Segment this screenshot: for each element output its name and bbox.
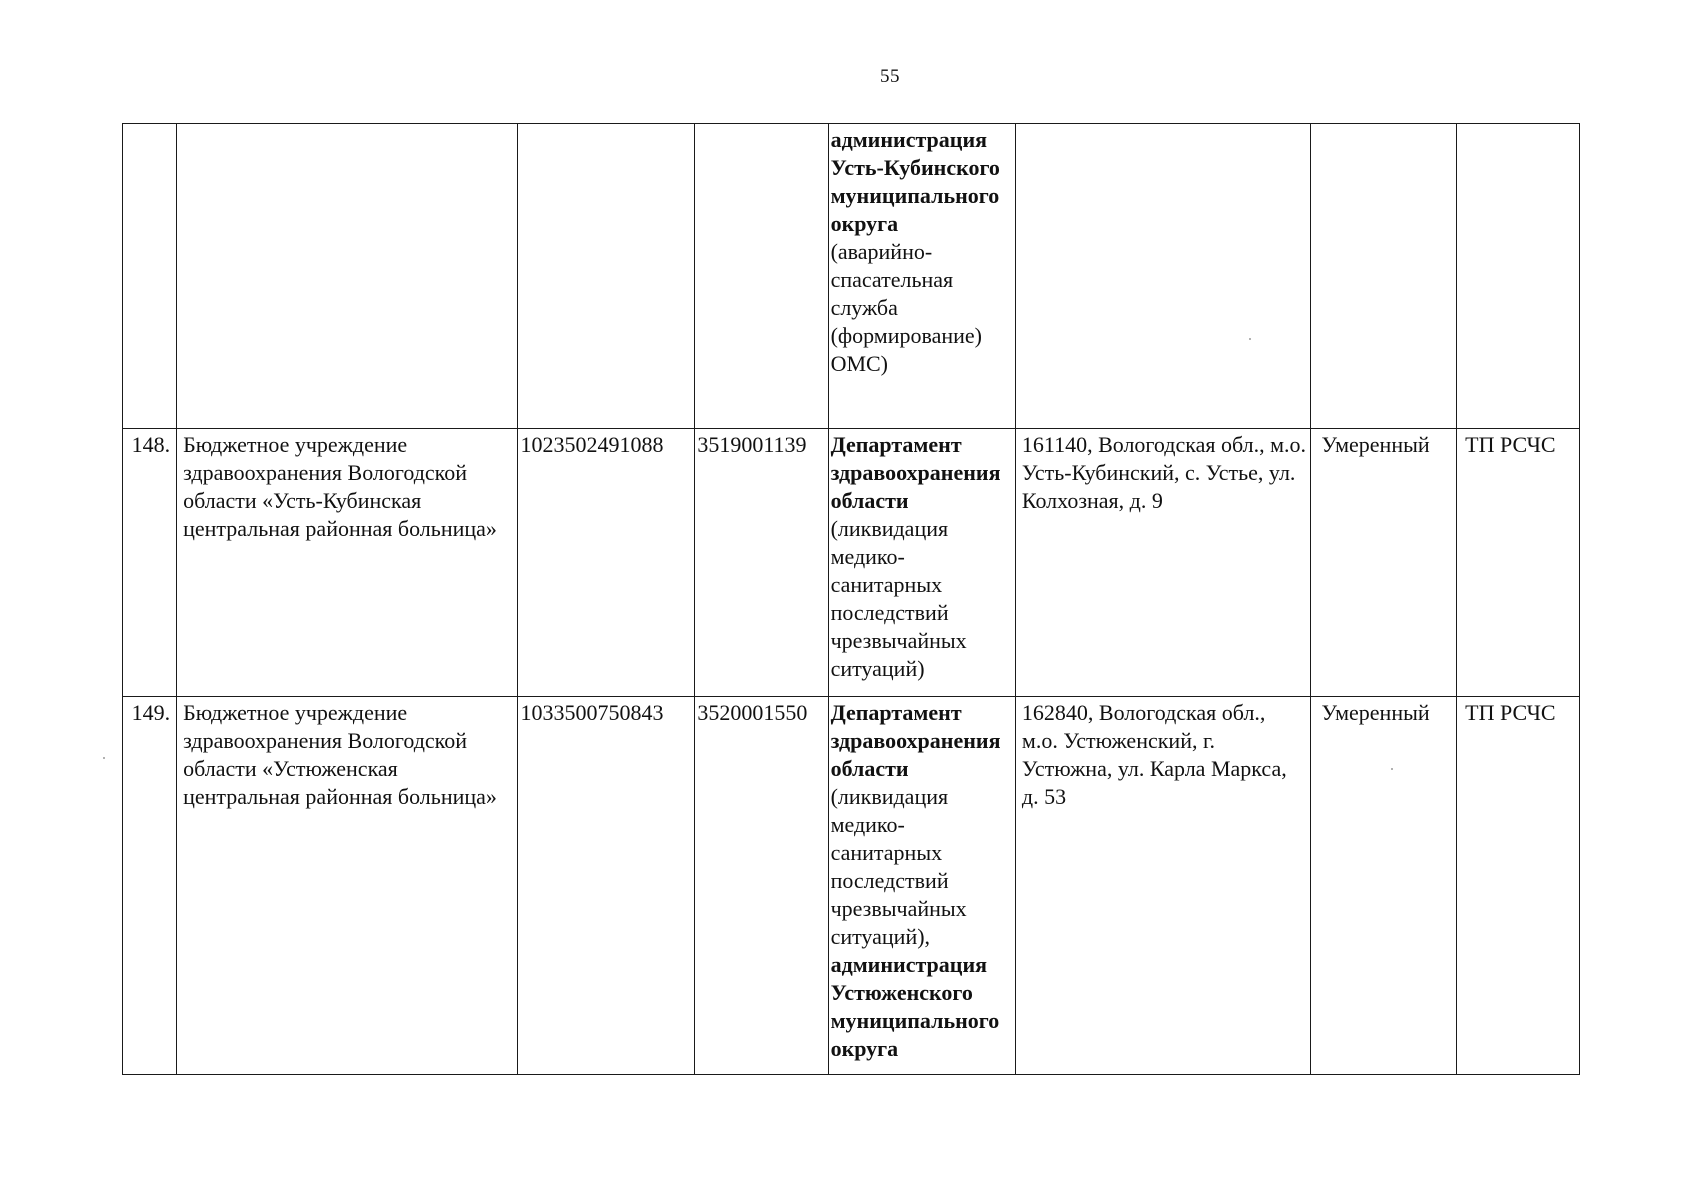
cell-risk: Умеренный — [1311, 697, 1457, 1075]
table-row-continuation — [123, 124, 1580, 429]
authority-bold-text: Департамент здравоохранения области — [830, 700, 1001, 781]
cell-inn: 3519001139 — [695, 429, 828, 697]
authority-bold-text: администрация Усть-Кубинского муниципального округа — [830, 127, 1000, 236]
authority-bold-text-2: администрация Устюженского муниципального округа — [830, 952, 1000, 1061]
cell-ogrn — [518, 124, 695, 429]
scan-speck — [1391, 768, 1393, 770]
cell-name: Бюджетное учреждение здравоохранения Вологодской области «Устюженская центральная районная больница» — [177, 697, 518, 1075]
cell-address — [1015, 124, 1311, 429]
authority-note-text: (ликвидация медико-санитарных последствий чрезвычайных ситуаций), — [830, 784, 967, 949]
registry-table — [122, 123, 1580, 1075]
cell-name — [177, 124, 518, 429]
cell-system: ТП РСЧС — [1457, 429, 1580, 697]
cell-inn — [695, 124, 828, 429]
authority-note-text: (ликвидация медико-санитарных последствий чрезвычайных ситуаций) — [830, 516, 967, 681]
cell-ogrn: 1023502491088 — [518, 429, 695, 697]
cell-system: ТП РСЧС — [1457, 697, 1580, 1075]
scan-speck — [1249, 338, 1251, 340]
scan-speck — [103, 757, 105, 759]
cell-name: Бюджетное учреждение здравоохранения Вологодской области «Усть-Кубинская центральная районная больница» — [177, 429, 518, 697]
authority-note-text: (аварийно-спасательная служба (формирование) ОМС) — [830, 239, 983, 376]
cell-ogrn: 1033500750843 — [518, 697, 695, 1075]
table-row — [123, 697, 1580, 1075]
cell-inn: 3520001550 — [695, 697, 828, 1075]
cell-authority — [828, 697, 1015, 1075]
cell-risk: Умеренный — [1311, 429, 1457, 697]
cell-authority — [828, 429, 1015, 697]
page-number: 55 — [880, 66, 900, 87]
cell-number: 148. — [123, 429, 177, 697]
table-row — [123, 429, 1580, 697]
cell-system — [1457, 124, 1580, 429]
cell-number — [123, 124, 177, 429]
cell-risk — [1311, 124, 1457, 429]
cell-number: 149. — [123, 697, 177, 1075]
authority-bold-text: Департамент здравоохранения области — [830, 432, 1001, 513]
cell-address: 161140, Вологодская обл., м.о. Усть-Кубинский, с. Устье, ул. Колхозная, д. 9 — [1015, 429, 1311, 697]
cell-address: 162840, Вологодская обл., м.о. Устюженский, г. Устюжна, ул. Карла Маркса, д. 53 — [1015, 697, 1311, 1075]
cell-authority — [828, 124, 1015, 429]
